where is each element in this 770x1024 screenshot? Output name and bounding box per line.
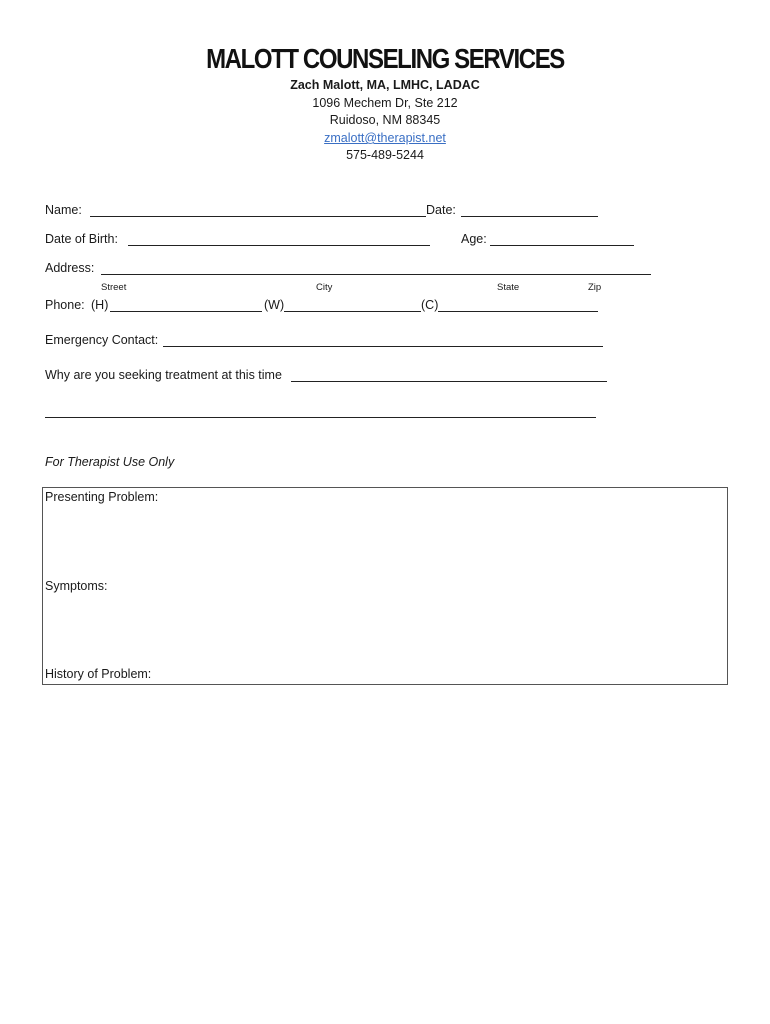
treatment-reason-field[interactable] (291, 368, 607, 382)
name-field[interactable] (90, 203, 426, 217)
date-label: Date: (426, 203, 456, 217)
zip-sublabel: Zip (588, 282, 602, 293)
emergency-contact-label: Emergency Contact: (45, 333, 159, 347)
therapist-use-box (42, 487, 728, 685)
city-state-zip: Ruidoso, NM 88345 (329, 113, 441, 127)
dob-field[interactable] (128, 232, 430, 246)
age-label: Age: (461, 232, 487, 246)
cell-phone-field[interactable] (438, 298, 598, 312)
address-field[interactable] (101, 261, 651, 275)
city-sublabel: City (316, 282, 333, 293)
cell-phone-label: (C) (421, 298, 439, 312)
street-address: 1096 Mechem Dr, Ste 212 (312, 96, 458, 110)
history-of-problem-label: History of Problem: (45, 667, 152, 681)
street-sublabel: Street (101, 282, 127, 293)
work-phone-field[interactable] (284, 298, 421, 312)
name-label: Name: (45, 203, 82, 217)
home-phone-field[interactable] (110, 298, 262, 312)
therapist-name: Zach Malott, MA, LMHC, LADAC (290, 78, 480, 92)
presenting-problem-label: Presenting Problem: (45, 490, 159, 504)
symptoms-label: Symptoms: (45, 579, 108, 593)
email-link[interactable]: zmalott@therapist.net (324, 131, 446, 145)
home-phone-label: (H) (91, 298, 109, 312)
practice-title: MALOTT COUNSELING SERVICES (206, 43, 564, 75)
age-field[interactable] (490, 232, 634, 246)
phone-label: Phone: (45, 298, 85, 312)
therapist-use-heading: For Therapist Use Only (45, 455, 175, 469)
dob-label: Date of Birth: (45, 232, 118, 246)
date-field[interactable] (461, 203, 598, 217)
treatment-reason-label: Why are you seeking treatment at this time (45, 368, 282, 382)
state-sublabel: State (497, 282, 520, 293)
phone-number: 575-489-5244 (346, 148, 424, 162)
address-label: Address: (45, 261, 95, 275)
work-phone-label: (W) (264, 298, 285, 312)
emergency-contact-field[interactable] (163, 333, 603, 347)
treatment-reason-field-2[interactable] (45, 404, 596, 418)
